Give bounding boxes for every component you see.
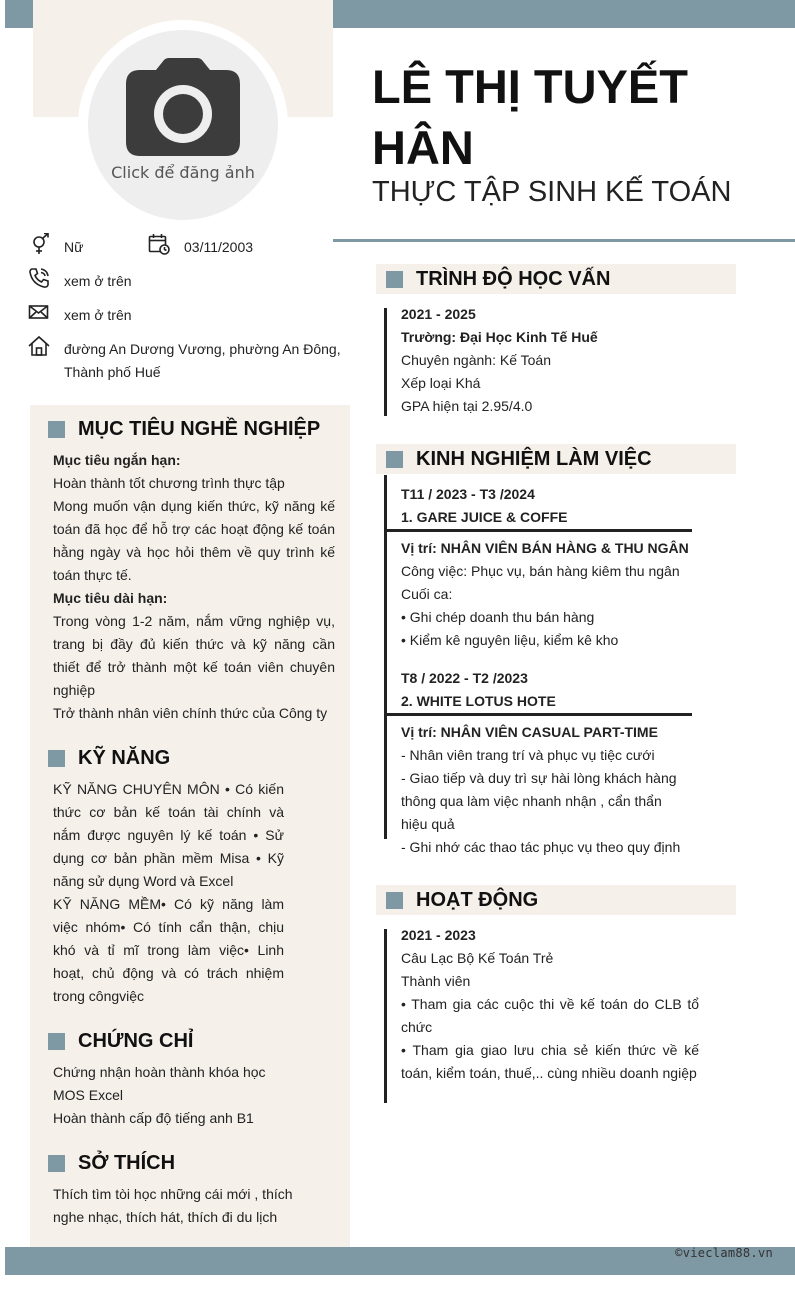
- photo-caption: Click để đăng ảnh: [111, 163, 255, 182]
- phone-value: xem ở trên: [64, 273, 132, 289]
- gender-icon: [28, 233, 50, 255]
- heading-marker: [386, 451, 403, 468]
- certificates-heading: CHỨNG CHỈ: [48, 1030, 193, 1053]
- job-details: Vị trí: NHÂN VIÊN BÁN HÀNG & THU NGÂN Công việc: Phục vụ, bán hàng kiêm thu ngân Cuối ca: • Ghi chép doanh thu bán hàng • Kiểm kê nguyên liệu, kiểm kê kho: [401, 540, 689, 648]
- objective-heading: MỤC TIÊU NGHỀ NGHIỆP: [48, 418, 320, 441]
- education-timeline: [384, 308, 387, 416]
- objective-content: Mục tiêu ngắn hạn: Hoàn thành tốt chương trình thực tập Mong muốn vận dụng kiến thức, kỹ năng kế toán đã học để hỗ trợ các hoạt động kế toán hằng ngày và học hỏi thêm về quy trình kế toán thực tế. Mục tiêu dài hạn: Trong vòng 1-2 năm, nắm vững nghiệp vụ, trang bị đầy đủ kiến thức và kỹ năng cần thiết để trở thành một kế toán viên chuyên nghiệp Trở thành nhân viên chính thức của Công ty: [53, 452, 335, 721]
- hobbies-content: Thích tìm tòi học những cái mới , thích nghe nhạc, thích hát, thích đi du lịch: [53, 1186, 293, 1225]
- email-value: xem ở trên: [64, 307, 132, 323]
- hobbies-heading: SỞ THÍCH: [48, 1152, 175, 1175]
- job-divider: [386, 529, 692, 532]
- activities-timeline: [384, 929, 387, 1103]
- title-divider: [333, 239, 795, 242]
- job-entry: T11 / 2023 - T3 /2024 1. GARE JUICE & COFFE: [401, 486, 568, 525]
- heading-marker: [48, 750, 65, 767]
- calendar-icon: [148, 233, 170, 255]
- home-icon: [28, 335, 50, 357]
- mail-icon: [28, 301, 50, 323]
- heading-marker: [386, 271, 403, 288]
- heading-marker: [386, 892, 403, 909]
- watermark: ©vieclam88.vn: [675, 1246, 773, 1260]
- heading-marker: [48, 421, 65, 438]
- gender-value: Nữ: [64, 239, 84, 255]
- education-content: 2021 - 2025 Trường: Đại Học Kinh Tế Huế Chuyên ngành: Kế Toán Xếp loại Khá GPA hiện tại 2.95/4.0: [401, 306, 598, 414]
- certificate-item: Hoàn thành cấp độ tiếng anh B1: [53, 1110, 254, 1126]
- job-title: THỰC TẬP SINH KẾ TOÁN: [372, 176, 732, 208]
- certificate-item: Chứng nhận hoàn thành khóa học: [53, 1064, 266, 1080]
- certificates-content: [53, 1061, 335, 1130]
- camera-icon: [126, 58, 240, 156]
- heading-marker: [48, 1033, 65, 1050]
- experience-heading: KINH NGHIỆM LÀM VIỆC: [376, 444, 736, 474]
- activities-heading: HOẠT ĐỘNG: [376, 885, 736, 915]
- activities-content: 2021 - 2023 Câu Lạc Bộ Kế Toán Trẻ Thành viên • Tham gia các cuộc thi về kế toán do CLB tổ chức • Tham gia giao lưu chia sẻ kiến thức về kế toán, kiểm toán, thuế,.. cùng nhiều doanh ngiệp: [401, 927, 699, 1081]
- phone-icon: [28, 267, 50, 289]
- avatar-upload[interactable]: [88, 30, 278, 220]
- education-heading: TRÌNH ĐỘ HỌC VẤN: [376, 264, 736, 294]
- skills-heading: KỸ NĂNG: [48, 747, 170, 770]
- job-entry: T8 / 2022 - T2 /2023 2. WHITE LOTUS HOTE: [401, 670, 556, 709]
- job-details: Vị trí: NHÂN VIÊN CASUAL PART-TIME - Nhân viên trang trí và phục vụ tiệc cưới - Giao tiếp và duy trì sự hài lòng khách hàng thông qua làm việc nhanh nhận , cẩn thẩn hiệu quả - Ghi nhớ các thao tác phục vụ theo quy định: [401, 724, 681, 855]
- skills-content: KỸ NĂNG CHUYÊN MÔN • Có kiến thức cơ bản kế toán tài chính và nắm được nguyên lý kế toán • Sử dụng cơ bản phần mềm Misa • Kỹ năng sử dụng Word và Excel KỸ NĂNG MỀM• Có kỹ năng làm việc nhóm• Có tính cẩn thận, chịu khó và tỉ mĩ trong làm việc• Linh hoạt, chủ động và có trách nhiệm trong côngviệc: [53, 781, 284, 1004]
- certificate-item: MOS Excel: [53, 1087, 124, 1103]
- address-value: đường An Dương Vương, phường An Đông, Thành phố Huế: [64, 341, 341, 380]
- job-divider: [386, 713, 692, 716]
- candidate-name: LÊ THỊ TUYẾT HÂN: [372, 60, 688, 174]
- birthday-value: 03/11/2003: [184, 239, 254, 255]
- heading-marker: [48, 1155, 65, 1172]
